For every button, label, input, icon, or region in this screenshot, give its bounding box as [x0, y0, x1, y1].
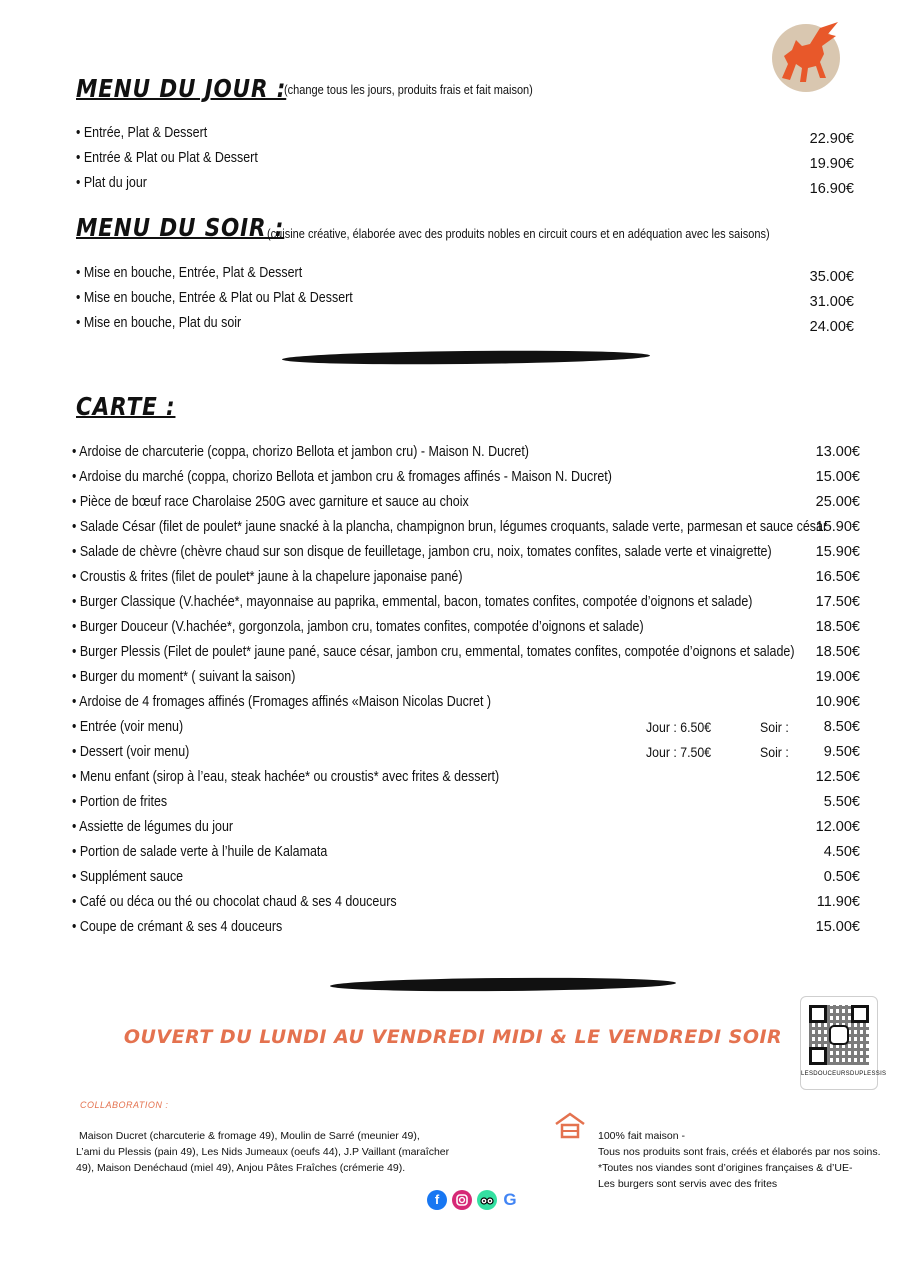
qr-finder	[851, 1005, 869, 1023]
fait-maison-line: Les burgers sont servis avec des frites	[598, 1178, 778, 1190]
carte-item-price: 15.00€	[815, 919, 860, 935]
carte-item-price: 8.50€	[823, 719, 860, 735]
carte-item-price: 0.50€	[823, 869, 860, 885]
carte-item-label: • Menu enfant (sirop à l’eau, steak hachée* ou croustis* avec frites & dessert)	[72, 769, 500, 785]
carte-item-price: 25.00€	[815, 494, 860, 510]
soir-label: Soir :	[760, 744, 789, 760]
collaboration-line: L’ami du Plessis (pain 49), Les Nids Jumeaux (oeufs 44), J.P Vaillant (maraîcher	[76, 1146, 450, 1158]
menu-jour-item-price: 22.90€	[809, 131, 854, 147]
carte-title: CARTE :	[76, 392, 176, 421]
collaboration-line: Maison Ducret (charcuterie & fromage 49), Moulin de Sarré (meunier 49),	[79, 1130, 420, 1142]
jour-price: Jour : 6.50€	[646, 719, 712, 735]
menu-jour-item-label: • Entrée, Plat & Dessert	[76, 125, 208, 141]
carte-item-label: • Portion de frites	[72, 794, 168, 810]
carte-item-label: • Salade César (filet de poulet* jaune snacké à la plancha, champignon brun, légumes croquants, salade verte, parmesan et sauce césar	[72, 519, 828, 535]
menu-soir-item-price: 24.00€	[809, 319, 854, 335]
instagram-icon[interactable]	[452, 1190, 472, 1210]
carte-item-price: 12.50€	[815, 769, 860, 785]
carte-item-price: 16.50€	[815, 569, 860, 585]
menu-jour-note: (change tous les jours, produits frais et fait maison)	[284, 83, 533, 97]
collaboration-line: 49), Maison Denéchaud (miel 49), Anjou Pâtes Fraîches (crémerie 49).	[76, 1162, 406, 1174]
house-icon	[554, 1112, 586, 1140]
brush-divider	[330, 976, 676, 992]
menu-soir-item-price: 35.00€	[809, 269, 854, 285]
carte-item-price: 18.50€	[815, 644, 860, 660]
carte-item-price: 15.90€	[815, 519, 860, 535]
facebook-icon[interactable]: f	[427, 1190, 447, 1210]
carte-item-label: • Café ou déca ou thé ou chocolat chaud & ses 4 douceurs	[72, 894, 397, 910]
carte-item-label: • Salade de chèvre (chèvre chaud sur son disque de feuilletage, jambon cru, noix, tomates confites, salade verte et vinaigrette)	[72, 544, 772, 560]
instagram-qr-icon	[829, 1025, 849, 1045]
brush-divider	[282, 349, 650, 366]
fait-maison-line: *Toutes nos viandes sont d’origines françaises & d’UE-	[598, 1162, 853, 1174]
opening-hours: OUVERT DU LUNDI AU VENDREDI MIDI & LE VENDREDI SOIR	[123, 1026, 783, 1048]
carte-item-price: 17.50€	[815, 594, 860, 610]
jour-price: Jour : 7.50€	[646, 744, 712, 760]
carte-item-price: 10.90€	[815, 694, 860, 710]
carte-item-price: 4.50€	[823, 844, 860, 860]
carte-item-label: • Burger du moment* ( suivant la saison)	[72, 669, 296, 685]
carte-item-price: 13.00€	[815, 444, 860, 460]
qr-caption: LESDOUCEURSDUPLESSIS	[801, 1071, 887, 1077]
menu-soir-title: MENU DU SOIR :	[76, 213, 285, 242]
carte-item-price: 19.00€	[815, 669, 860, 685]
menu-jour-item-label: • Plat du jour	[76, 175, 147, 191]
carte-item-label: • Croustis & frites (filet de poulet* jaune à la chapelure japonaise pané)	[72, 569, 463, 585]
fait-maison-text	[598, 1128, 880, 1192]
qr-finder	[809, 1047, 827, 1065]
carte-item-price: 15.00€	[815, 469, 860, 485]
menu-soir-item-price: 31.00€	[809, 294, 854, 310]
menu-soir-item-label: • Mise en bouche, Plat du soir	[76, 315, 242, 331]
menu-jour-item-price: 19.90€	[809, 156, 854, 172]
carte-item-price: 15.90€	[815, 544, 860, 560]
collaboration-label: COLLABORATION :	[80, 1100, 169, 1110]
carte-item-label: • Ardoise de 4 fromages affinés (Fromages affinés «Maison Nicolas Ducret )	[72, 694, 492, 710]
carte-item-price: 5.50€	[823, 794, 860, 810]
carte-item-label: • Dessert (voir menu)	[72, 744, 190, 760]
carte-item-price: 12.00€	[815, 819, 860, 835]
menu-soir-item-label: • Mise en bouche, Entrée & Plat ou Plat & Dessert	[76, 290, 353, 306]
tripadvisor-icon[interactable]	[477, 1190, 497, 1210]
carte-item-label: • Ardoise du marché (coppa, chorizo Bellota et jambon cru & fromages affinés - Maison N. Ducret)	[72, 469, 612, 485]
fait-maison-line: 100% fait maison -	[598, 1130, 685, 1142]
carte-item-label: • Burger Plessis (Filet de poulet* jaune pané, sauce césar, jambon cru, emmental, tomates confites, compotée d’oignons et salade)	[72, 644, 795, 660]
carte-item-label: • Pièce de bœuf race Charolaise 250G avec garniture et sauce au choix	[72, 494, 469, 510]
instagram-qr-code[interactable]	[800, 996, 887, 1090]
menu-soir-note: (cuisine créative, élaborée avec des produits nobles en circuit cours et en adéquation avec les saisons)	[267, 227, 770, 241]
carte-item-label: • Burger Classique (V.hachée*, mayonnaise au paprika, emmental, bacon, tomates confites, compotée d’oignons et salade)	[72, 594, 753, 610]
menu-jour-title: MENU DU JOUR :	[76, 74, 287, 103]
google-icon[interactable]: G	[500, 1190, 520, 1210]
fait-maison-line: Tous nos produits sont frais, créés et élaborés par nos soins.	[598, 1146, 881, 1158]
carte-item-label: • Burger Douceur (V.hachée*, gorgonzola, jambon cru, tomates confites, compotée d’oignons et salade)	[72, 619, 644, 635]
carte-item-label: • Entrée (voir menu)	[72, 719, 184, 735]
qr-finder	[809, 1005, 827, 1023]
menu-soir-item-label: • Mise en bouche, Entrée, Plat & Dessert	[76, 265, 303, 281]
carte-item-label: • Coupe de crémant & ses 4 douceurs	[72, 919, 283, 935]
collaboration-text	[76, 1128, 449, 1176]
carte-item-price: 18.50€	[815, 619, 860, 635]
carte-item-label: • Portion de salade verte à l’huile de Kalamata	[72, 844, 328, 860]
menu-jour-item-price: 16.90€	[809, 181, 854, 197]
carte-item-price: 9.50€	[823, 744, 860, 760]
carte-item-price: 11.90€	[816, 894, 860, 910]
carte-item-label: • Supplément sauce	[72, 869, 184, 885]
menu-jour-item-label: • Entrée & Plat ou Plat & Dessert	[76, 150, 258, 166]
pegasus-logo-icon	[762, 20, 840, 96]
carte-item-label: • Ardoise de charcuterie (coppa, chorizo Bellota et jambon cru) - Maison N. Ducret)	[72, 444, 529, 460]
carte-item-label: • Assiette de légumes du jour	[72, 819, 234, 835]
soir-label: Soir :	[760, 719, 789, 735]
